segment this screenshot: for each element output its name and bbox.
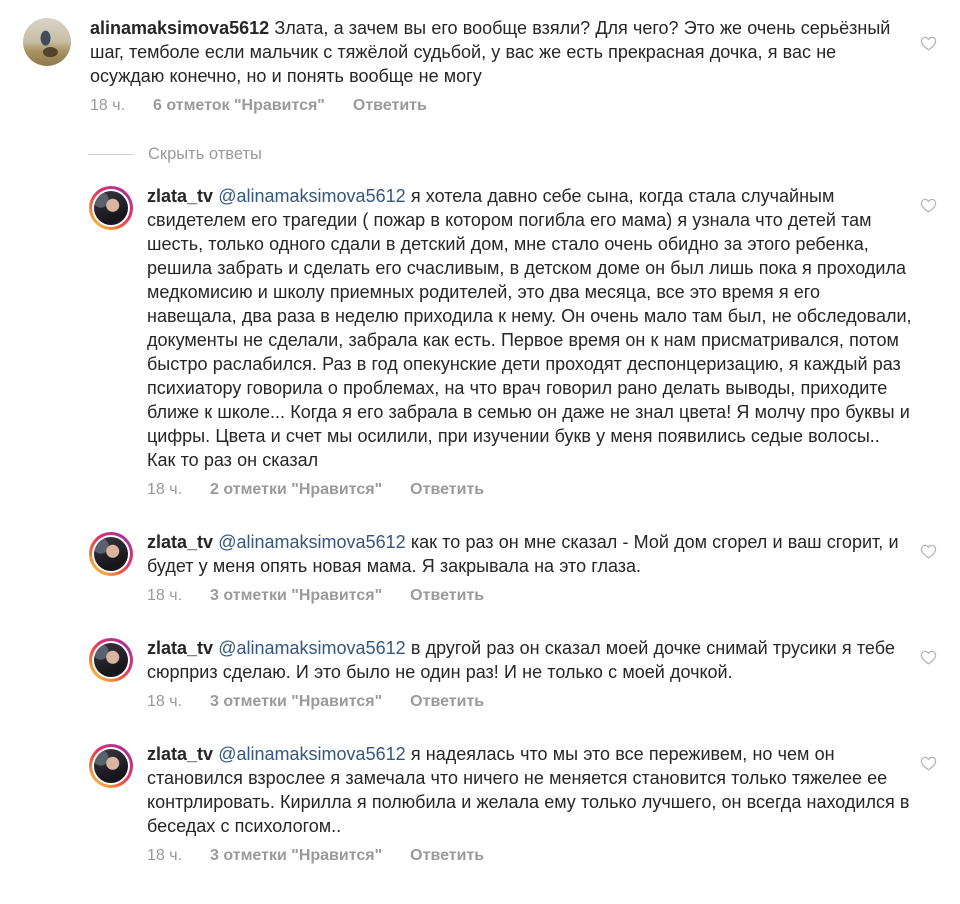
reply-timestamp: 18 ч. [147,847,183,864]
heart-icon[interactable] [919,648,938,667]
reply-content [147,742,913,838]
reply-body-text: я надеялась что мы это все переживем, но чем он становился взрослее я замечала что ничего не меняется становится только тяжелее ее контрлировать. Кирилла я полюбила и желала ему только лучшего, он всегда находился в беседах с психологом.. [147,744,910,836]
avatar-zlata-tv-story-ring[interactable] [89,532,133,576]
reply-comment [0,184,960,499]
avatar-zlata-tv [94,537,128,571]
avatar-zlata-tv [94,643,128,677]
reply-meta [147,693,960,711]
username-link[interactable]: zlata_tv [147,744,214,764]
likes-count-button[interactable]: 3 отметки "Нравится" [210,693,383,710]
reply-comment [0,742,960,865]
likes-count-button[interactable]: 6 отметок "Нравится" [153,97,325,114]
comment-timestamp: 18 ч. [90,97,126,114]
reply-content [147,530,913,578]
reply-comment [0,530,960,605]
reply-comment [0,636,960,711]
reply-button[interactable]: Ответить [410,693,485,710]
avatar-gap [92,535,130,573]
avatar-zlata-tv [94,191,128,225]
comment-meta [90,97,960,115]
avatar-gap [92,641,130,679]
avatar-zlata-tv-story-ring[interactable] [89,744,133,788]
mention-link[interactable]: @alinamaksimova5612 [218,638,406,658]
comment [0,16,960,115]
reply-button[interactable]: Ответить [410,587,485,604]
reply-button[interactable]: Ответить [352,97,427,114]
reply-meta [147,587,960,605]
reply-timestamp: 18 ч. [147,481,183,498]
username-link[interactable]: zlata_tv [147,186,214,206]
heart-icon[interactable] [919,196,938,215]
avatar-zlata-tv [94,749,128,783]
comment-content [90,16,896,88]
replies-list [0,184,960,865]
hide-replies-label: Скрыть ответы [148,145,262,163]
heart-icon[interactable] [919,754,938,773]
avatar-zlata-tv-story-ring[interactable] [89,186,133,230]
reply-meta [147,481,960,499]
avatar-zlata-tv-story-ring[interactable] [89,638,133,682]
likes-count-button[interactable]: 3 отметки "Нравится" [210,847,383,864]
mention-link[interactable]: @alinamaksimova5612 [218,186,406,206]
reply-body-text: я хотела давно себе сына, когда стала случайным свидетелем его трагедии ( пожар в котором погибла его мама) я узнала что детей там шесть, только одного сдали в детский дом, мне стало очень обидно за этого ребенка, решила забрать и сделать его счасливым, в детском доме он был лишь пока я проходила медкомисию и школу приемных родителей, это два месяца, все это время я его навещала, два раза в неделю приходила к нему. Он очень мало там был, не обследовали, документы не сделали, забрала как есть. Первое время он к нам присматривался, потом быстро раслабился. Раз в год опекунские дети проходят деспонцеризацию, я каждый раз психиатору говорила о проблемах, на что врач говорил рано делать выводы, приходите ближе к школе... Когда я его забрала в семью он даже не знал цвета! Я молчу про буквы и цифры. Цвета и счет мы осилили, при изучении букв у меня появились седые волосы.. Как то раз он сказал [147,186,912,470]
reply-meta [147,847,960,865]
username-link[interactable]: zlata_tv [147,532,214,552]
reply-button[interactable]: Ответить [410,481,485,498]
hide-replies-toggle[interactable] [88,145,960,164]
reply-content [147,636,913,684]
avatar-gap [92,747,130,785]
reply-content [147,184,913,472]
reply-body-text: как то раз он мне сказал - Мой дом сгорел и ваш сгорит, и будет у меня опять новая мама. Я закрывала на это глаза. [147,532,899,576]
avatar-alinamaksimova5612[interactable] [23,18,71,66]
reply-button[interactable]: Ответить [410,847,485,864]
reply-timestamp: 18 ч. [147,587,183,604]
heart-icon[interactable] [919,542,938,561]
mention-link[interactable]: @alinamaksimova5612 [218,744,406,764]
reply-timestamp: 18 ч. [147,693,183,710]
avatar-gap [92,189,130,227]
comment-body-text: Злата, а зачем вы его вообще взяли? Для чего? Это же очень серьёзный шаг, темболе если мальчик с тяжёлой судьбой, у вас же есть прекрасная дочка, я вас не осуждаю конечно, но и понять вообще не могу [90,18,891,86]
username-link[interactable]: alinamaksimova5612 [90,18,270,38]
likes-count-button[interactable]: 2 отметки "Нравится" [210,481,383,498]
mention-link[interactable]: @alinamaksimova5612 [218,532,406,552]
reply-body-text: в другой раз он сказал моей дочке снимай трусики я тебе сюрприз сделаю. И это было не один раз! И не только с моей дочкой. [147,638,895,682]
heart-icon[interactable] [919,34,938,53]
hide-replies-divider [88,154,134,155]
username-link[interactable]: zlata_tv [147,638,214,658]
likes-count-button[interactable]: 3 отметки "Нравится" [210,587,383,604]
